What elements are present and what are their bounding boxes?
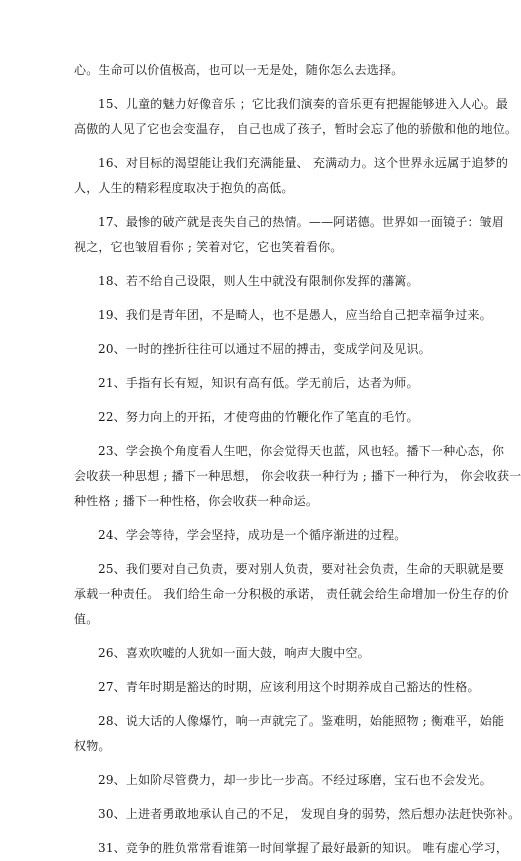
paragraph-line: 视之，它也皱眉看你 ; 笑着对它，它也笑着看你。 (74, 240, 343, 254)
paragraph-line: 25、我们要对自己负责，要对别人负责，要对社会负责，生命的天职就是要 (98, 562, 505, 576)
paragraph (0, 405, 500, 430)
paragraph (0, 675, 500, 700)
paragraph-line: 权物。 (74, 739, 111, 753)
paragraph-line: 承载一种责任。 我们给生命一分积极的承诺， 责任就会给生命增加一份生存的价 (74, 587, 510, 601)
paragraph-line: 会收获一种思想 ; 播下一种思想， 你会收获一种行为 ; 播下一种行为， 你会收获一 (74, 469, 521, 483)
paragraph (0, 151, 509, 201)
paragraph (0, 371, 500, 396)
paragraph-line: 16、对目标的渴望能让我们充满能量、 充满动力。这个世界永远属于追梦的 (98, 156, 509, 170)
paragraph-line: 24、学会等待，学会坚持，成功是一个循序渐进的过程。 (98, 528, 407, 542)
paragraph (0, 303, 500, 328)
paragraph-line: 15、儿童的魅力好像音乐 ；它比我们演奏的音乐更有把握能够进入人心。最 (98, 97, 509, 111)
paragraph-line: 19、我们是青年团，不是畸人，也不是愚人，应当给自己把幸福争过来。 (98, 308, 492, 322)
paragraph (0, 210, 505, 260)
paragraph-line: 22、努力向上的开拓，才使弯曲的竹鞭化作了笔直的毛竹。 (98, 410, 419, 424)
paragraph (0, 768, 500, 793)
paragraph-line: 28、说大话的人像爆竹，响一声就完了。鉴难明，始能照物 ; 衡难平，始能 (98, 714, 505, 728)
paragraph (0, 557, 510, 632)
paragraph (0, 439, 521, 514)
paragraph-line: 值。 (74, 612, 99, 626)
paragraph (0, 523, 500, 548)
paragraph (0, 92, 518, 142)
paragraph (0, 709, 505, 759)
paragraph-line: 23、学会换个角度看人生吧，你会觉得天也蓝，风也轻。播下一种心态，你 (98, 444, 505, 458)
paragraph (0, 802, 521, 827)
paragraph-line: 心。生命可以价值极高，也可以一无是处，随你怎么去选择。 (74, 63, 404, 77)
paragraph-line: 30、上进者勇敢地承认自己的不足， 发现自身的弱势，然后想办法赶快弥补。 (98, 807, 521, 821)
paragraph-line: 21、手指有长有短，知识有高有低。学无前后，达者为师。 (98, 376, 419, 390)
paragraph (0, 58, 500, 83)
paragraph-line: 17、最惨的破产就是丧失自己的热情。——阿诺德。世界如一面镜子：皱眉 (98, 215, 505, 229)
paragraph (0, 269, 500, 294)
paragraph-line: 20、一时的挫折往往可以通过不屈的搏击，变成学问及见识。 (98, 342, 431, 356)
paragraph-line: 31、竞争的胜负常常看谁第一时间掌握了最好最新的知识。 唯有虚心学习， (98, 841, 509, 855)
paragraph-line: 29、上如阶尽管费力，却一步比一步高。不经过琢磨，宝石也不会发光。 (98, 773, 492, 787)
paragraph-line: 种性格 ; 播下一种性格，你会收获一种命运。 (74, 494, 319, 508)
paragraph-line: 高傲的人见了它也会变温存， 自己也成了孩子，暂时会忘了他的骄傲和他的地位。 (74, 122, 518, 136)
paragraph (0, 337, 500, 362)
paragraph-line: 18、若不给自己设限，则人生中就没有限制你发挥的藩篱。 (98, 274, 419, 288)
paragraph-line: 27、青年时期是豁达的时期，应该利用这个时期养成自己豁达的性格。 (98, 680, 480, 694)
paragraph (0, 641, 500, 666)
paragraph-line: 人，人生的精彩程度取决于抱负的高低。 (74, 181, 294, 195)
paragraph (0, 836, 509, 861)
paragraph-line: 26、喜欢吹嘘的人犹如一面大鼓，响声大腹中空。 (98, 646, 370, 660)
